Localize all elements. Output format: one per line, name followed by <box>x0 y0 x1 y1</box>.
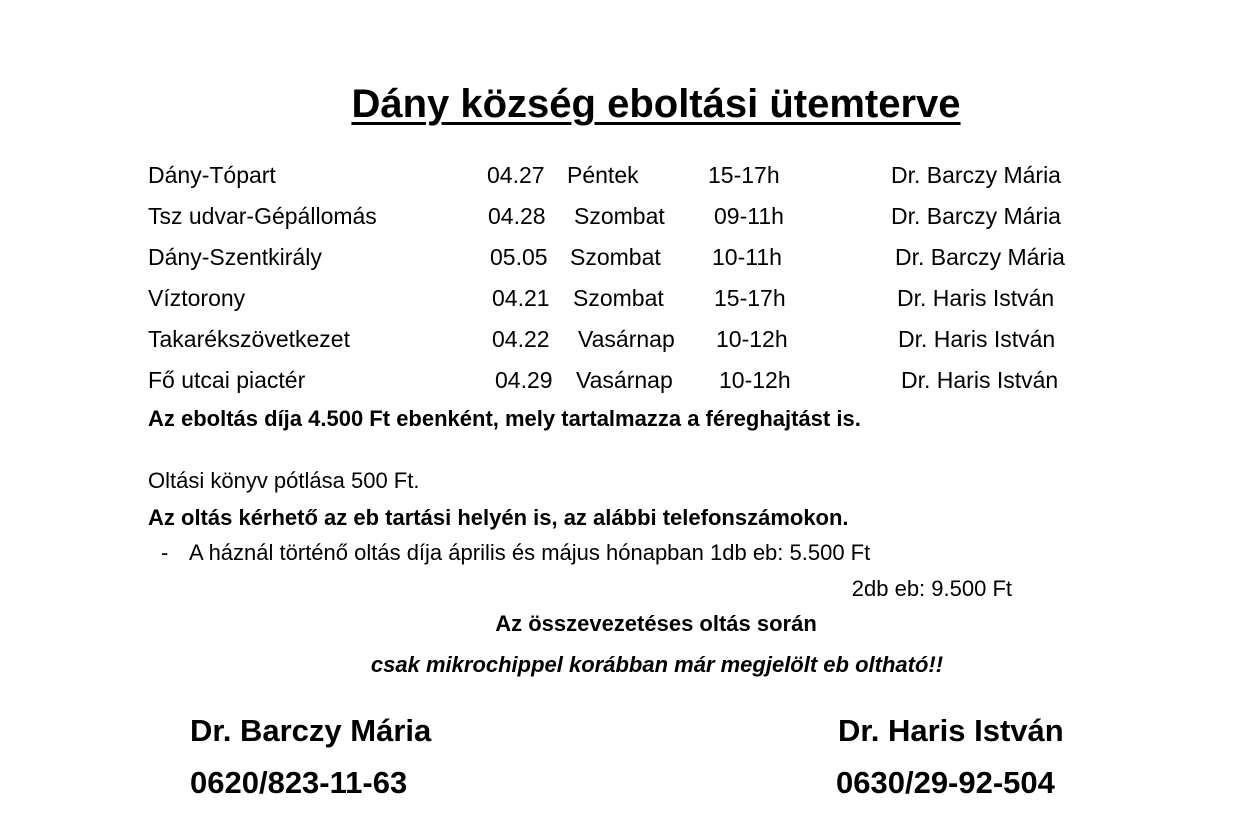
chip-note-heading: Az összevezetéses oltás során <box>495 611 817 636</box>
schedule-place: Dány-Szentkirály <box>148 244 322 270</box>
schedule-date: 04.28 <box>488 203 546 229</box>
schedule-doctor: Dr. Haris István <box>897 285 1055 311</box>
contact-name: Dr. Barczy Mária <box>190 713 432 748</box>
book-note: Oltási könyv pótlása 500 Ft. <box>148 468 420 493</box>
schedule-date: 04.21 <box>492 285 550 311</box>
schedule-doctor: Dr. Barczy Mária <box>891 203 1061 229</box>
schedule-date: 05.05 <box>490 244 548 270</box>
fee-note: Az eboltás díja 4.500 Ft ebenként, mely tartalmazza a féreghajtást is. <box>148 406 861 431</box>
schedule-day: Szombat <box>574 203 665 229</box>
schedule-place: Takarékszövetkezet <box>148 326 350 352</box>
schedule-date: 04.27 <box>487 162 545 188</box>
home-fee-line-2: 2db eb: 9.500 Ft <box>851 576 1012 601</box>
schedule-time: 10-12h <box>716 326 788 352</box>
schedule-place: Dány-Tópart <box>148 162 276 188</box>
schedule-doctor: Dr. Barczy Mária <box>895 244 1065 270</box>
schedule-time: 15-17h <box>708 162 780 188</box>
schedule-place: Víztorony <box>148 285 246 311</box>
schedule-time: 15-17h <box>714 285 786 311</box>
schedule-doctor: Dr. Haris István <box>901 367 1059 393</box>
schedule-doctor: Dr. Barczy Mária <box>891 162 1061 188</box>
schedule-day: Szombat <box>570 244 661 270</box>
list-bullet: - <box>161 540 169 565</box>
contact-name: Dr. Haris István <box>838 713 1064 748</box>
contact-phone: 0620/823-11-63 <box>190 765 408 800</box>
schedule-place: Fő utcai piactér <box>148 367 306 393</box>
page-title: Dány község eboltási ütemterve <box>351 82 961 126</box>
schedule-day: Vasárnap <box>576 367 673 393</box>
contact-phone: 0630/29-92-504 <box>836 765 1055 800</box>
schedule-day: Szombat <box>573 285 664 311</box>
schedule-time: 09-11h <box>714 203 784 229</box>
schedule-time: 10-12h <box>719 367 791 393</box>
schedule-date: 04.29 <box>495 367 553 393</box>
chip-note-warning: csak mikrochippel korábban már megjelölt eb oltható!! <box>370 652 944 677</box>
schedule-day: Vasárnap <box>578 326 675 352</box>
schedule-day: Péntek <box>567 162 639 188</box>
schedule-date: 04.22 <box>492 326 550 352</box>
home-fee-line-1: A háznál történő oltás díja április és május hónapban 1db eb: 5.500 Ft <box>189 540 871 565</box>
home-vaccination-note: Az oltás kérhető az eb tartási helyén is, az alábbi telefonszámokon. <box>148 505 849 530</box>
schedule-place: Tsz udvar-Gépállomás <box>148 203 377 229</box>
schedule-time: 10-11h <box>712 244 782 270</box>
schedule-doctor: Dr. Haris István <box>898 326 1056 352</box>
